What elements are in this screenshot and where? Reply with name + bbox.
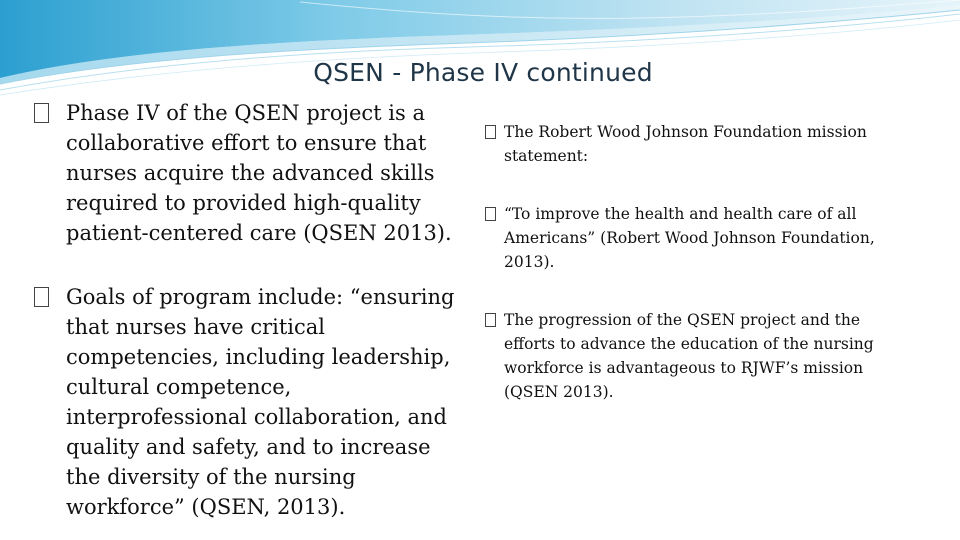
bullet-box-icon (485, 207, 496, 221)
slide-title: QSEN - Phase IV continued (313, 58, 653, 87)
bullet-item (34, 282, 469, 522)
bullet-box-icon (485, 313, 496, 327)
bullet-item (485, 120, 905, 168)
left-column (34, 98, 469, 522)
bullet-box-icon (34, 287, 49, 307)
bullet-text: The Robert Wood Johnson Foundation mission statement: (504, 123, 867, 165)
bullet-box-icon (34, 103, 49, 123)
bullet-text: Phase IV of the QSEN project is a collaborative effort to ensure that nurses acquire the advanced skills required to provided high-quality patient-centered care (QSEN 2013). (66, 101, 452, 245)
bullet-item (34, 98, 469, 248)
header-wave-decoration (0, 0, 960, 110)
bullet-text: “To improve the health and health care of all Americans” (Robert Wood Johnson Foundation, 2013). (504, 205, 875, 271)
bullet-text: Goals of program include: “ensuring that nurses have critical competencies, including leadership, cultural competence, interprofessional collaboration, and quality and safety, and to increase the diversity of the nursing workforce” (QSEN, 2013). (66, 285, 455, 519)
bullet-item (485, 202, 905, 274)
bullet-item (485, 308, 905, 404)
bullet-box-icon (485, 125, 496, 139)
bullet-text: The progression of the QSEN project and the efforts to advance the education of the nursing workforce is advantageous to RJWF’s mission (QSEN 2013). (504, 311, 874, 401)
right-column (485, 120, 905, 404)
